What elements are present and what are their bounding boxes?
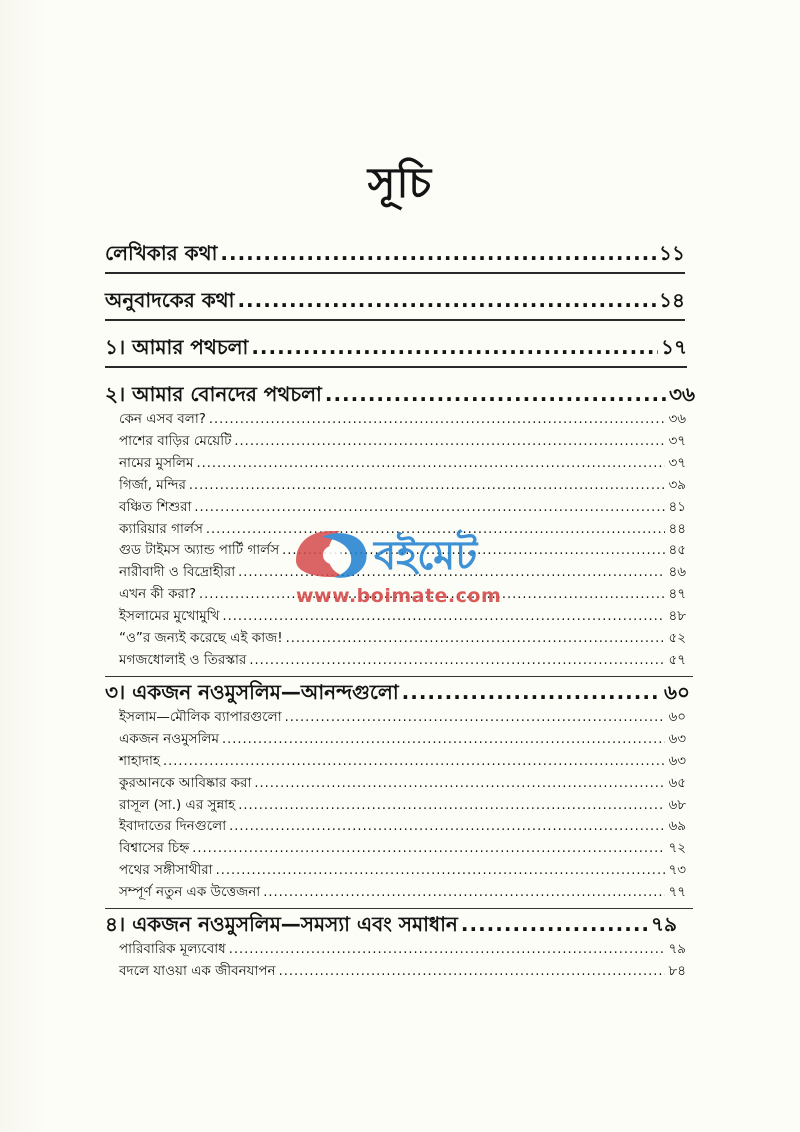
toc-subentry-page: ৩৭ xyxy=(668,432,686,449)
dot-leader xyxy=(402,681,661,703)
toc-subentry-label: শাহাদাহ xyxy=(119,752,161,769)
toc-subentry-page: ৭৭ xyxy=(668,884,686,901)
toc-subentry[interactable] xyxy=(119,409,686,431)
toc-subentry-label: ইসলাম—মৌলিক ব্যাপারগুলো xyxy=(119,708,282,725)
toc-subentry-label: গুড টাইমস অ্যান্ড পার্টি গার্লস xyxy=(119,542,280,559)
toc-subentry-page: ৬৮ xyxy=(668,796,686,813)
toc-subentry-label: নারীবাদী ও বিদ্রোহীরা xyxy=(119,564,236,581)
toc-entry-label: ৪। একজন নওমুসলিম—সমস্যা এবং সমাধান xyxy=(105,912,458,937)
toc-subentry-page: ৭৩ xyxy=(668,862,686,879)
dot-leader xyxy=(229,940,666,961)
dot-leader xyxy=(192,839,665,860)
toc-subentry-page: ৮৪ xyxy=(668,962,686,979)
toc-entry-chapter-3[interactable] xyxy=(105,681,690,703)
toc-subentry[interactable] xyxy=(119,540,686,562)
toc-subentry[interactable] xyxy=(119,628,686,650)
toc-entry-chapter-1[interactable] xyxy=(105,336,687,368)
toc-subentry-page: ৬৩ xyxy=(668,730,686,747)
dot-leader xyxy=(254,774,665,795)
dot-leader xyxy=(222,730,665,751)
toc-subentry-label: কেন এসব বলা? xyxy=(119,411,206,427)
watermark-url: www.boimate.com xyxy=(296,585,502,607)
logo-text: বইমেট xyxy=(374,533,478,579)
toc-subentry-page: ৬০ xyxy=(668,708,686,725)
toc-entry-page: ৬০ xyxy=(663,679,690,704)
toc-subentry-label: বঞ্চিত শিশুরা xyxy=(119,498,192,515)
toc-subentry[interactable] xyxy=(119,606,686,628)
toc-subentry-page: ৭২ xyxy=(668,840,686,857)
toc-entry-chapter-4[interactable] xyxy=(105,913,677,935)
toc-entry-page: ১৭ xyxy=(661,335,687,359)
toc-subentry-label: নামের মুসলিম xyxy=(119,454,194,471)
toc-subentry-page: ৫৭ xyxy=(668,651,686,668)
toc-subentry[interactable] xyxy=(119,650,686,672)
toc-subentry[interactable] xyxy=(119,584,686,606)
dot-leader xyxy=(163,752,665,773)
chapter-3-sections xyxy=(105,707,693,909)
toc-subentry-page: ৩৯ xyxy=(668,476,686,493)
toc-subentry-label: ইবাদাতের দিনগুলো xyxy=(119,818,227,835)
dot-leader xyxy=(216,861,666,882)
toc-subentry[interactable] xyxy=(119,497,686,519)
toc-entry-label: ১। আমার পথচলা xyxy=(105,335,249,359)
toc-subentry-page: ৭৯ xyxy=(668,941,686,958)
toc-subentry-label: পাশের বাড়ির মেয়েটি xyxy=(119,432,232,449)
dot-leader xyxy=(249,651,665,672)
toc-subentry-label: পারিবারিক মূল্যবোধ xyxy=(119,941,226,958)
toc-entry-label: লেখিকার কথা xyxy=(105,241,218,265)
toc-entry-page: ১১ xyxy=(659,241,685,265)
toc-subentry-label: কুরআনকে আবিষ্কার করা xyxy=(119,774,252,791)
toc-subentry-label: বদলে যাওয়া এক জীবনযাপন xyxy=(119,962,276,979)
dot-leader xyxy=(229,817,665,838)
dot-leader xyxy=(286,629,666,650)
dot-leader xyxy=(194,498,665,519)
dot-leader xyxy=(206,520,666,541)
toc-subentry[interactable] xyxy=(119,795,686,817)
toc-entry-label: ২। আমার বোনদের পথচলা xyxy=(105,382,322,406)
dot-leader xyxy=(199,585,665,606)
dot-leader xyxy=(234,432,665,453)
toc-subentry[interactable] xyxy=(119,519,686,541)
dot-leader xyxy=(189,476,666,497)
toc-subentry-label: বিশ্বাসের চিহ্ন xyxy=(119,840,190,857)
dot-leader xyxy=(282,541,665,562)
toc-subentry[interactable] xyxy=(119,816,686,838)
toc-subentry-page: ৬৩ xyxy=(668,752,686,769)
toc-subentry-page: ৪৭ xyxy=(668,586,686,603)
toc-subentry-label: পথের সঙ্গীসাথীরা xyxy=(119,862,213,879)
toc-subentry[interactable] xyxy=(119,882,686,904)
page-title: সূচি xyxy=(367,158,433,207)
toc-subentry-page: ৬৫ xyxy=(668,774,686,791)
dot-leader xyxy=(196,454,665,475)
toc-subentry[interactable] xyxy=(119,860,686,882)
toc-subentry[interactable] xyxy=(119,961,686,983)
toc-subentry-page: ৬৯ xyxy=(668,818,686,835)
toc-entry-chapter-2[interactable] xyxy=(105,383,695,405)
toc-subentry-page: ৪৫ xyxy=(668,542,686,559)
toc-subentry[interactable] xyxy=(119,431,686,453)
dot-leader xyxy=(279,962,666,983)
dot-leader xyxy=(238,563,665,584)
dot-leader xyxy=(238,796,665,817)
chapter-2-sections xyxy=(105,409,693,677)
toc-entry-label: ৩। একজন নওমুসলিম—আনন্দগুলো xyxy=(105,679,399,704)
toc-subentry[interactable] xyxy=(119,562,686,584)
toc-subentry-label: “ও”র জন্যই করেছে এই কাজ! xyxy=(119,630,283,647)
toc-subentry-page: ৩৭ xyxy=(668,454,686,471)
dot-leader xyxy=(209,410,666,431)
toc-subentry[interactable] xyxy=(119,475,686,497)
dot-leader xyxy=(263,883,665,904)
toc-subentry-label: এখন কী করা? xyxy=(119,586,197,603)
toc-subentry[interactable] xyxy=(119,939,686,961)
toc-entry-page: ৭৯ xyxy=(651,912,677,937)
toc-subentry[interactable] xyxy=(119,453,686,475)
toc-subentry-label: রাসূল (সা.) এর সুন্নাহ xyxy=(119,796,236,813)
dot-leader xyxy=(222,607,665,628)
toc-subentry-page: ৪১ xyxy=(668,498,686,515)
toc-subentry-page: ৪৬ xyxy=(668,564,686,581)
toc-subentry-label: ক্যারিয়ার গার্লস xyxy=(119,520,203,537)
toc-subentry[interactable] xyxy=(119,838,686,860)
toc-subentry[interactable] xyxy=(119,773,686,795)
toc-subentry[interactable] xyxy=(119,707,686,729)
dot-leader xyxy=(220,242,656,264)
toc-subentry[interactable] xyxy=(119,751,686,773)
toc-subentry-page: ৪৮ xyxy=(668,608,686,625)
toc-subentry-label: সম্পূর্ণ নতুন এক উত্তেজনা xyxy=(119,884,261,901)
chapter-4-sections xyxy=(105,939,693,983)
dot-leader xyxy=(285,708,666,729)
dot-leader xyxy=(325,383,666,405)
toc-entry-page: ৩৬ xyxy=(668,382,695,406)
toc-entry-translator-note[interactable] xyxy=(105,289,685,321)
toc-entry-author-note[interactable] xyxy=(105,242,685,274)
toc-entry-label: অনুবাদকের কথা xyxy=(105,288,235,312)
toc-subentry-page: ৫২ xyxy=(668,630,686,647)
toc-subentry-page: ৪৪ xyxy=(668,520,686,537)
table-of-contents xyxy=(105,242,705,983)
toc-subentry-label: মগজধোলাই ও তিরস্কার xyxy=(119,651,247,668)
dot-leader xyxy=(251,336,658,358)
toc-subentry-label: একজন নওমুসলিম xyxy=(119,730,219,747)
toc-subentry-label: ইসলামের মুখোমুখি xyxy=(119,608,220,625)
dot-leader xyxy=(461,913,648,935)
toc-subentry[interactable] xyxy=(119,729,686,751)
dot-leader xyxy=(237,289,656,311)
toc-subentry-label: গির্জা, মন্দির xyxy=(119,476,186,493)
toc-subentry-page: ৩৬ xyxy=(668,411,686,427)
toc-entry-page: ১৪ xyxy=(659,288,685,312)
